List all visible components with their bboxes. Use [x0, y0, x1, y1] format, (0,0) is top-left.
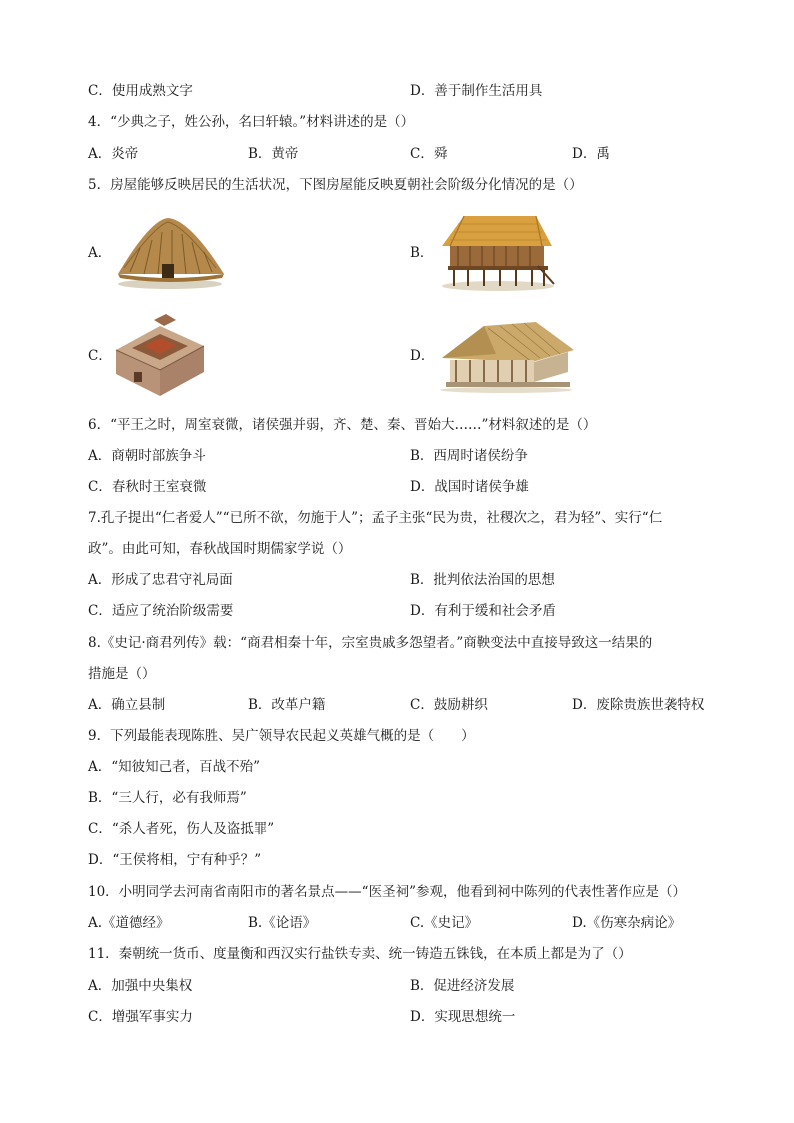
option-a: A．形成了忠君守礼局面 — [88, 572, 233, 588]
option-d: D．善于制作生活用具 — [410, 83, 543, 99]
walled-compound-image — [110, 312, 210, 398]
option-d: D．战国时诸侯争雄 — [410, 479, 529, 495]
question-9: 9．下列最能表现陈胜、吴广领导农民起义英雄气概的是（ ） — [88, 728, 475, 744]
option-b: B．改革户籍 — [248, 697, 326, 713]
option-d: D．废除贵族世袭特权 — [572, 697, 705, 713]
option-d: D．有利于缓和社会矛盾 — [410, 603, 556, 619]
question-8-line-1: 8.《史记·商君列传》载：“商君相秦十年，宗室贵戚多怨望者。”商鞅变法中直接导致这一结果的 — [88, 635, 653, 651]
question-7-line-2: 政”。由此可知，春秋战国时期儒家学说（） — [88, 541, 352, 557]
option-c: C.《史记》 — [410, 915, 479, 931]
option-b: B．批判依法治国的思想 — [410, 572, 555, 588]
option-a: A．加强中央集权 — [88, 978, 193, 994]
question-6: 6．“平王之时，周室衰微，诸侯强并弱，齐、楚、秦、晋始大……”材料叙述的是（） — [88, 417, 597, 433]
question-5: 5．房屋能够反映居民的生活状况，下图房屋能反映夏朝社会阶级分化情况的是（） — [88, 177, 583, 193]
option-d: D． — [410, 348, 435, 364]
option-c: C． — [88, 348, 112, 364]
thatched-hut-image — [110, 212, 230, 290]
option-c: C．鼓励耕织 — [410, 697, 488, 713]
option-c: C．舜 — [410, 146, 448, 162]
question-7-line-1: 7.孔子提出“仁者爱人”“已所不欲，勿施于人”；孟子主张“民为贵，社稷次之，君为轻”、实行“仁 — [88, 510, 663, 526]
question-4: 4．“少典之子，姓公孙，名曰轩辕。”材料讲述的是（） — [88, 114, 415, 130]
stilt-house-image — [438, 210, 556, 292]
option-a: A．炎帝 — [88, 146, 139, 162]
option-d: D．禹 — [572, 146, 610, 162]
option-a: A.《道德经》 — [88, 915, 170, 931]
large-hall-image — [436, 318, 578, 394]
option-c: C．“杀人者死，伤人及盗抵罪” — [88, 821, 275, 837]
option-b: B.《论语》 — [248, 915, 317, 931]
option-d: D．实现思想统一 — [410, 1009, 516, 1025]
option-d: D．“王侯将相，宁有种乎？” — [88, 852, 262, 868]
option-a: A．商朝时部族争斗 — [88, 448, 206, 464]
option-a: A． — [88, 245, 112, 261]
option-b: B．黄帝 — [248, 146, 299, 162]
option-a: A．确立县制 — [88, 697, 166, 713]
option-c: C．使用成熟文字 — [88, 83, 193, 99]
option-b: B．“三人行，必有我师焉” — [88, 790, 247, 806]
option-d: D.《伤寒杂病论》 — [572, 915, 682, 931]
option-a: A．“知彼知己者，百战不殆” — [88, 759, 261, 775]
option-c: C．增强军事实力 — [88, 1009, 193, 1025]
question-10: 10．小明同学去河南省南阳市的著名景点——“医圣祠”参观，他看到祠中陈列的代表性著作应是（） — [88, 884, 686, 900]
option-b: B．促进经济发展 — [410, 978, 515, 994]
option-b: B． — [410, 245, 434, 261]
option-c: C．春秋时王室衰微 — [88, 479, 207, 495]
option-c: C．适应了统治阶级需要 — [88, 603, 234, 619]
option-b: B．西周时诸侯纷争 — [410, 448, 528, 464]
question-11: 11．秦朝统一货币、度量衡和西汉实行盐铁专卖、统一铸造五铢钱，在本质上都是为了（） — [88, 946, 632, 962]
question-8-line-2: 措施是（） — [88, 666, 156, 682]
